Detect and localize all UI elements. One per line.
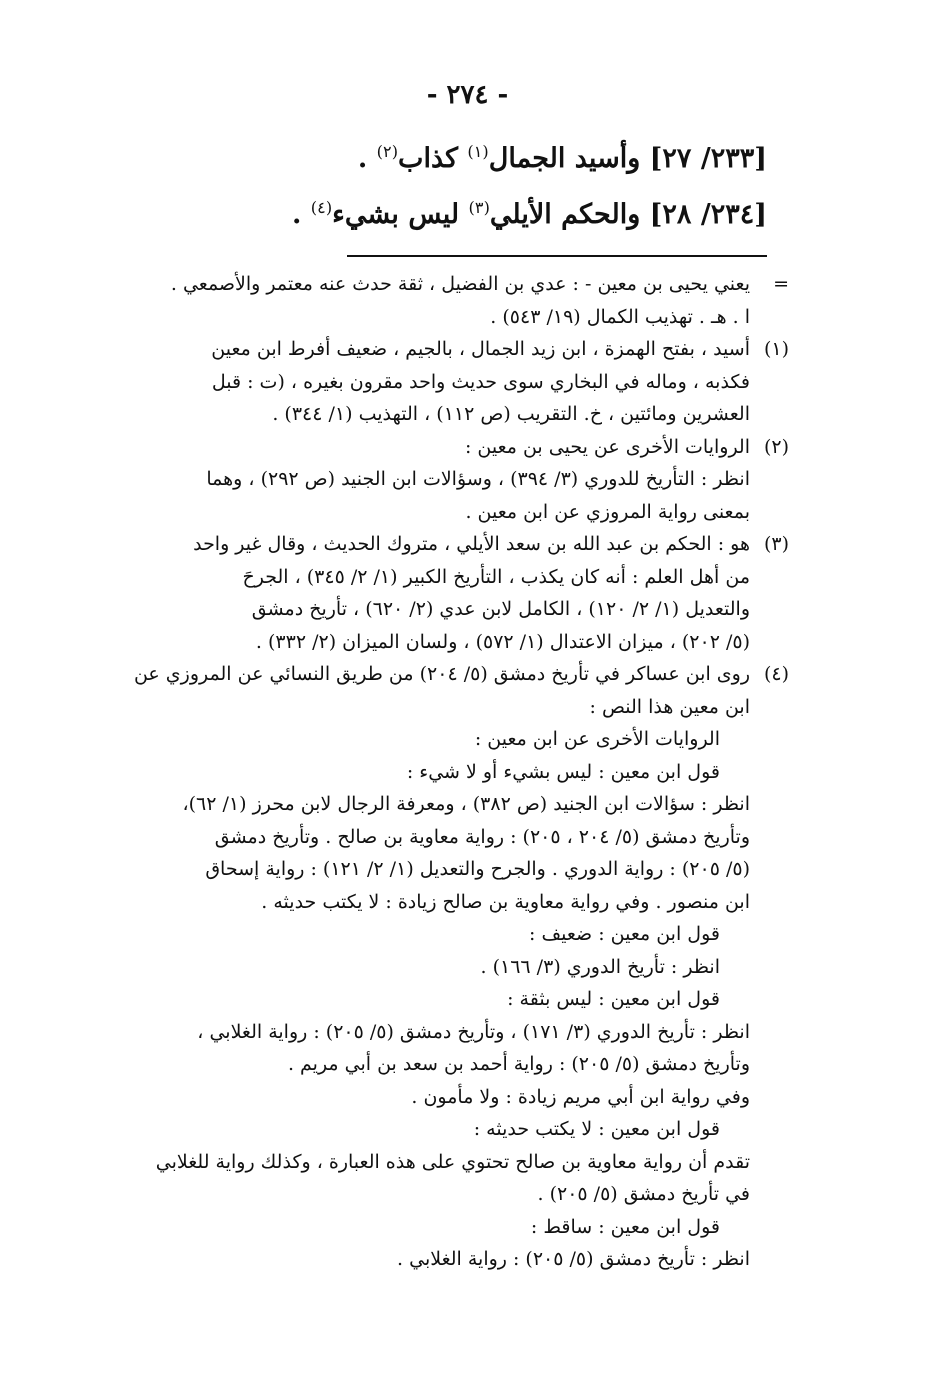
footnote-line: هو : الحكم بن عبد الله بن سعد الأيلي ، متروك الحديث ، وقال غير واحد — [193, 533, 750, 555]
footnote-line: وتأريخ دمشق (٥/ ٢٠٤ ، ٢٠٥) : رواية معاوية بن صالح . وتأريخ دمشق — [214, 825, 750, 848]
footnote-continued — [95, 268, 789, 333]
footnote-line: وفي رواية ابن أبي مريم زيادة : ولا مأمون . — [411, 1085, 750, 1108]
footnotes — [95, 268, 789, 1276]
footnote-ref: (٢) — [376, 142, 399, 161]
footnote-line: بمعنى رواية المروزي عن ابن معين . — [465, 500, 750, 523]
footnote-line: وتأريخ دمشق (٥/ ٢٠٥) : رواية أحمد بن سعد بن أبي مريم . — [287, 1053, 750, 1075]
footnote-ref: (٣) — [468, 198, 490, 217]
footnote-ref: (٤) — [310, 198, 333, 217]
footnote-line: (٥/ ٢٠٢) ، ميزان الاعتدال (١/ ٥٧٢) ، ولسان الميزان (٢/ ٣٣٢) . — [255, 630, 750, 653]
footnote-line: من أهل العلم : أنه كان يكذب ، التأريخ الكبير (١/ ٢/ ٣٤٥) ، الجرحَ — [242, 565, 750, 588]
footnote-subheading: الروايات الأخرى عن ابن معين : — [474, 728, 720, 750]
footnote-line: انظر : تأريخ الدوري (٣/ ١٧١) ، وتأريخ دمشق (٥/ ٢٠٥) : رواية الغلابي ، — [197, 1020, 750, 1043]
footnote-ref: (١) — [467, 142, 489, 161]
footnote-line: انظر : تأريخ الدوري (٣/ ١٦٦) . — [480, 955, 720, 978]
page-number: - ٢٧٤ - — [426, 80, 509, 110]
footnote-subheading: قول ابن معين : لا يكتب حديثه : — [473, 1118, 720, 1140]
footnote-number: (٢) — [763, 435, 789, 458]
footnote-subheading: قول ابن معين : ساقط : — [530, 1215, 720, 1238]
footnote-line: فكذبه ، وماله في البخاري سوى حديث واحد مقرون بغيره ، (ت : قبل — [211, 370, 750, 393]
entry-end: . — [357, 143, 377, 174]
footnote-line: ا . هـ . تهذيب الكمال (١٩/ ٥٤٣) . — [490, 305, 750, 328]
footnote-3 — [95, 528, 789, 658]
entry-end: . — [291, 199, 311, 230]
footnote-number: (٣) — [763, 533, 789, 555]
footnote-line: روى ابن عساكر في تأريخ دمشق (٥/ ٢٠٤) من طريق النسائي عن المروزي عن — [133, 663, 750, 685]
footnote-line: ابن منصور . وفي رواية معاوية بن صالح زيادة : لا يكتب حديثه . — [261, 890, 750, 913]
footnote-line: العشرين ومائتين ، خ. التقريب (ص ١١٢) ، التهذيب (١/ ٣٤٤) . — [272, 403, 750, 425]
footnote-line: يعني يحيى بن معين - : عدي بن الفضيل ، ثقة حدث عنه معتمر والأصمعي . — [170, 273, 750, 295]
footnote-number: (٤) — [763, 663, 789, 685]
footnote-2 — [95, 431, 789, 529]
entry-text: كذاب — [398, 143, 468, 174]
footnote-line: ابن معين هذا النص : — [589, 695, 750, 718]
footnote-subheading: قول ابن معين : ليس بشيء أو لا شيء : — [406, 760, 720, 783]
footnote-1 — [95, 333, 789, 431]
footnote-line: انظر : التأريخ للدوري (٣/ ٣٩٤) ، وسؤالات ابن الجنيد (ص ٢٩٢) ، وهما — [206, 468, 750, 490]
entry-hakam — [67, 199, 767, 230]
footnote-line: الروايات الأخرى عن يحيى بن معين : — [464, 435, 750, 458]
footnote-line: انظر : تأريخ دمشق (٥/ ٢٠٥) : رواية الغلابي . — [397, 1248, 750, 1270]
entry-text: [٢٣٤/ ٢٨] والحكم الأيلي — [489, 199, 767, 230]
footnote-4 — [95, 658, 789, 1276]
entry-text: ليس بشيء — [332, 199, 469, 230]
footnote-line: (٥/ ٢٠٥) : رواية الدوري . والجرح والتعديل (١/ ٢/ ١٢١) : رواية إسحاق — [205, 858, 750, 880]
footnote-number: (١) — [763, 338, 789, 360]
entry-text: [٢٣٣/ ٢٧] وأسيد الجمال — [488, 143, 767, 174]
footnote-subheading: قول ابن معين : ليس بثقة : — [507, 988, 720, 1010]
footnote-subheading: قول ابن معين : ضعيف : — [529, 923, 720, 945]
footnote-separator — [347, 255, 767, 257]
continuation-marker: = — [773, 273, 789, 295]
entry-asid — [67, 143, 767, 174]
footnote-line: والتعديل (١/ ٢/ ١٢٠) ، الكامل لابن عدي (٢/ ٦٢٠) ، تأريخ دمشق — [251, 598, 750, 620]
footnote-line: في تأريخ دمشق (٥/ ٢٠٥) . — [537, 1183, 750, 1205]
footnote-line: أسيد ، بفتح الهمزة ، ابن زيد الجمال ، بالجيم ، ضعيف أفرط ابن معين — [211, 338, 750, 360]
footnote-line: تقدم أن رواية معاوية بن صالح تحتوي على هذه العبارة ، وكذلك رواية للغلابي — [155, 1150, 750, 1173]
footnote-line: انظر : سؤالات ابن الجنيد (ص ٣٨٢) ، ومعرفة الرجال لابن محرز (١/ ٦٢)، — [182, 793, 750, 815]
